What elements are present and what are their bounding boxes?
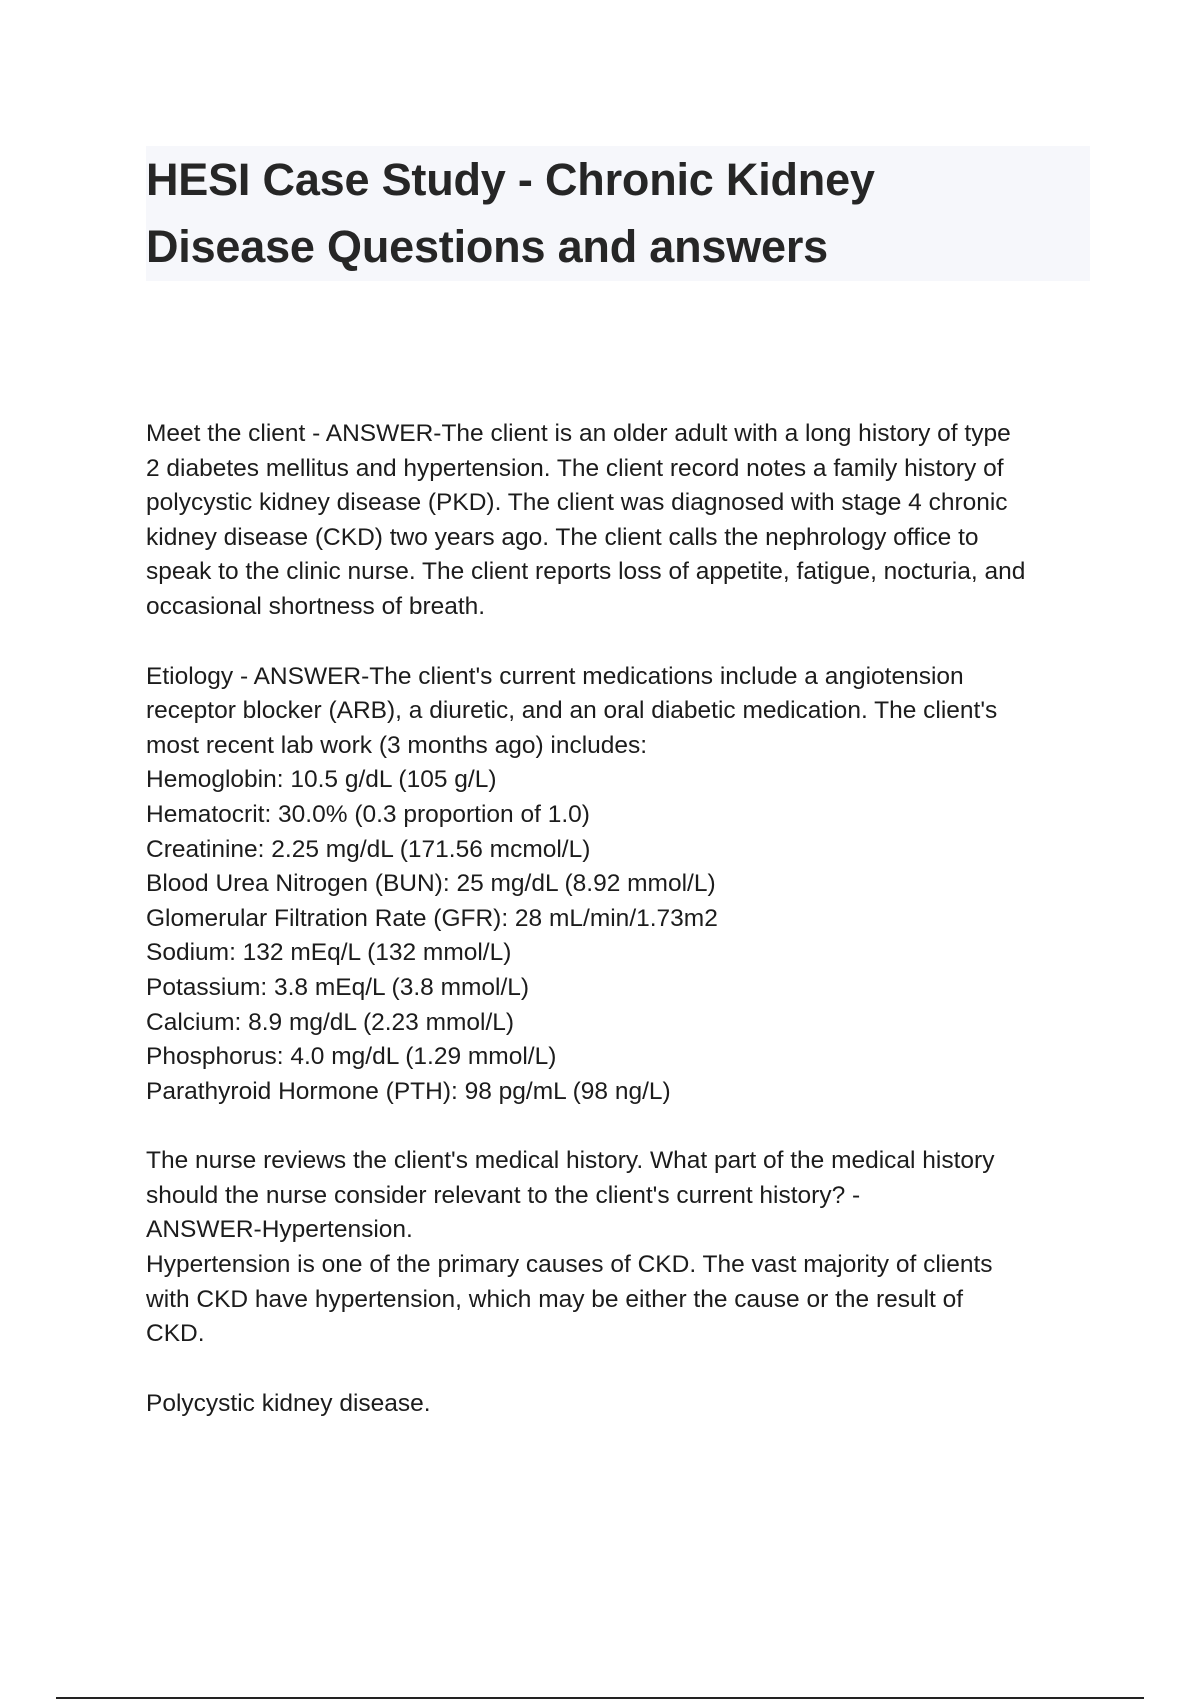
lab-result-phosphorus: Phosphorus: 4.0 mg/dL (1.29 mmol/L)	[146, 1043, 557, 1071]
document-title	[146, 146, 1090, 280]
text-line: kidney disease (CKD) two years ago. The client calls the nephrology office to	[146, 523, 979, 551]
text-line: Polycystic kidney disease.	[146, 1389, 431, 1417]
text-line: should the nurse consider relevant to the client's current history? -	[146, 1181, 861, 1209]
text-line: CKD.	[146, 1320, 205, 1348]
document-body	[146, 417, 1106, 1456]
meet-client-paragraph	[146, 417, 1106, 625]
text-line: speak to the clinic nurse. The client reports loss of appetite, fatigue, nocturia, and	[146, 558, 1026, 586]
lab-result-potassium: Potassium: 3.8 mEq/L (3.8 mmol/L)	[146, 973, 530, 1001]
text-line: Meet the client - ANSWER-The client is an older adult with a long history of type	[146, 420, 1011, 447]
lab-result-sodium: Sodium: 132 mEq/L (132 mmol/L)	[146, 939, 512, 967]
lab-result-hematocrit: Hematocrit: 30.0% (0.3 proportion of 1.0)	[146, 800, 590, 828]
text-line: receptor blocker (ARB), a diuretic, and an oral diabetic medication. The client's	[146, 697, 998, 725]
polycystic-paragraph	[146, 1387, 1106, 1422]
etiology-paragraph	[146, 660, 1106, 1110]
title-line: HESI Case Study - Chronic Kidney	[146, 154, 875, 205]
lab-result-calcium: Calcium: 8.9 mg/dL (2.23 mmol/L)	[146, 1008, 515, 1036]
lab-result-gfr: Glomerular Filtration Rate (GFR): 28 mL/min/1.73m2	[146, 904, 718, 932]
lab-result-pth: Parathyroid Hormone (PTH): 98 pg/mL (98 ng/L)	[146, 1077, 671, 1105]
medical-history-paragraph	[146, 1144, 1106, 1352]
text-line: with CKD have hypertension, which may be either the cause or the result of	[146, 1285, 964, 1313]
lab-result-creatinine: Creatinine: 2.25 mg/dL (171.56 mcmol/L)	[146, 835, 591, 863]
text-line: 2 diabetes mellitus and hypertension. The client record notes a family history of	[146, 454, 1004, 482]
text-line: Etiology - ANSWER-The client's current medications include a angiotension	[146, 662, 964, 690]
title-banner	[146, 146, 1090, 281]
lab-results-list	[146, 763, 1106, 1109]
text-line: occasional shortness of breath.	[146, 592, 486, 620]
text-line: polycystic kidney disease (PKD). The client was diagnosed with stage 4 chronic	[146, 489, 1008, 517]
text-line: ANSWER-Hypertension.	[146, 1216, 413, 1244]
text-line: The nurse reviews the client's medical history. What part of the medical history	[146, 1147, 995, 1175]
text-line: Hypertension is one of the primary causes of CKD. The vast majority of clients	[146, 1251, 993, 1279]
lab-result-bun: Blood Urea Nitrogen (BUN): 25 mg/dL (8.92 mmol/L)	[146, 870, 716, 898]
lab-result-hemoglobin: Hemoglobin: 10.5 g/dL (105 g/L)	[146, 766, 497, 794]
text-line: most recent lab work (3 months ago) includes:	[146, 731, 648, 759]
page-divider	[56, 1697, 1144, 1699]
title-line: Disease Questions and answers	[146, 221, 828, 272]
